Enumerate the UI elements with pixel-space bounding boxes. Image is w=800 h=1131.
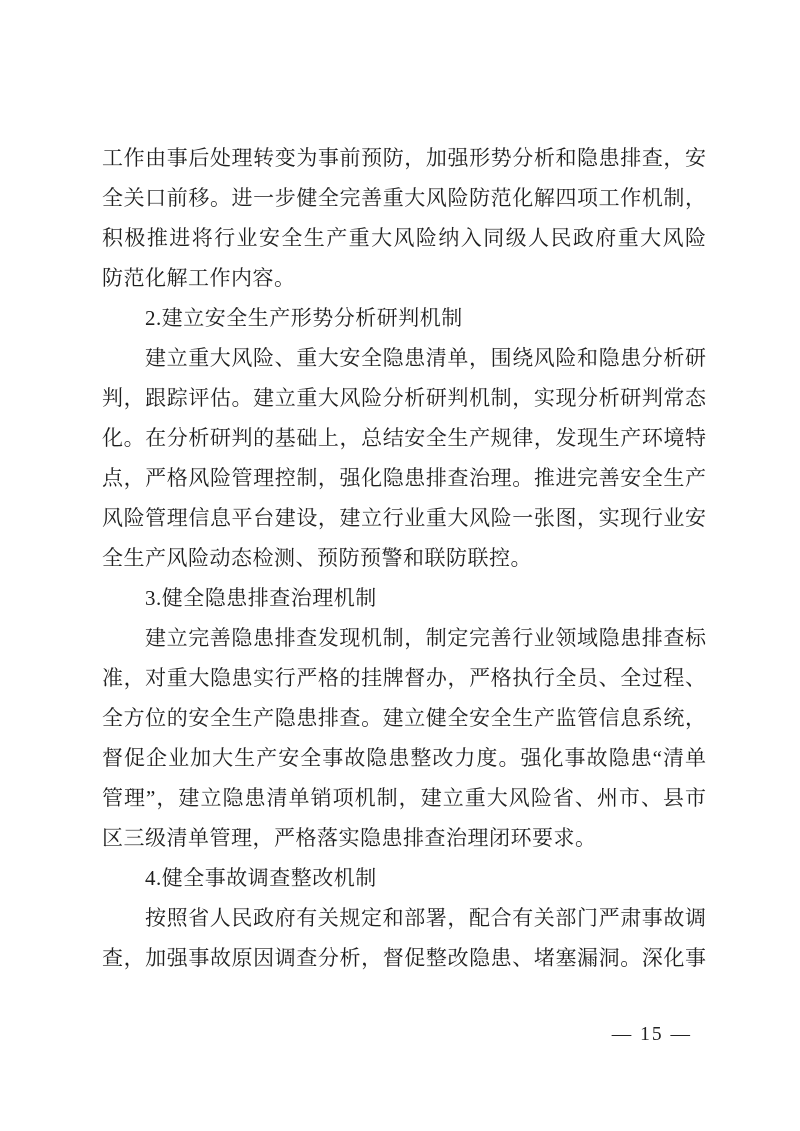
heading-line: 4.健全事故调查整改机制 [145, 866, 377, 890]
text-line: 建立重大风险、重大安全隐患清单，围绕风险和隐患分析研 [145, 346, 706, 370]
text-line: 全关口前移。进一步健全完善重大风险防范化解四项工作机制， [102, 186, 706, 210]
text-line: 查，加强事故原因调查分析，督促整改隐患、堵塞漏洞。深化事 [102, 946, 706, 970]
text-line: 积极推进将行业安全生产重大风险纳入同级人民政府重大风险 [102, 226, 706, 250]
heading-line: 3.健全隐患排查治理机制 [145, 586, 377, 610]
document-lines [102, 138, 706, 978]
text-line: 工作由事后处理转变为事前预防，加强形势分析和隐患排查，安 [102, 146, 706, 170]
text-line: 点，严格风险管理控制，强化隐患排查治理。推进完善安全生产 [102, 466, 706, 490]
text-line: 全方位的安全生产隐患排查。建立健全安全生产监管信息系统， [102, 706, 706, 730]
text-line: 防范化解工作内容。 [102, 266, 296, 290]
text-line: 判，跟踪评估。建立重大风险分析研判机制，实现分析研判常态 [102, 386, 706, 410]
text-line: 管理”，建立隐患清单销项机制，建立重大风险省、州市、县市 [102, 786, 706, 810]
text-line: 区三级清单管理，严格落实隐患排查治理闭环要求。 [102, 826, 597, 850]
text-line: 建立完善隐患排查发现机制，制定完善行业领域隐患排查标 [145, 626, 706, 650]
text-line: 督促企业加大生产安全事故隐患整改力度。强化事故隐患“清单 [102, 746, 706, 770]
heading-line: 2.建立安全生产形势分析研判机制 [145, 306, 463, 330]
text-line: 化。在分析研判的基础上，总结安全生产规律，发现生产环境特 [102, 426, 706, 450]
text-line: 准，对重大隐患实行严格的挂牌督办，严格执行全员、全过程、 [102, 666, 706, 690]
text-line: 全生产风险动态检测、预防预警和联防联控。 [102, 546, 532, 570]
document-body [102, 138, 706, 978]
text-line: 按照省人民政府有关规定和部署，配合有关部门严肃事故调 [145, 906, 706, 930]
text-line: 风险管理信息平台建设，建立行业重大风险一张图，实现行业安 [102, 506, 706, 530]
page-number: — 15 — [611, 1024, 692, 1045]
